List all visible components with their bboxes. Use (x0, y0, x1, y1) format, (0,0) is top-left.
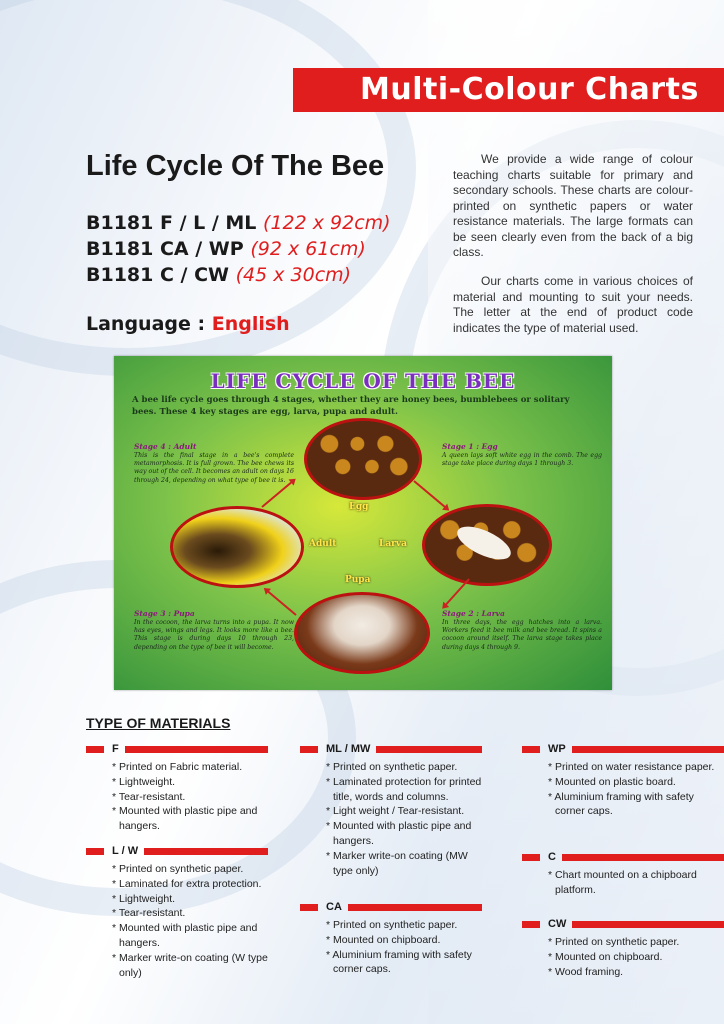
adult-bee-image (170, 506, 304, 588)
material-marker (86, 746, 104, 753)
product-code: B1181 F / L / ML (86, 212, 257, 234)
list-item: * Printed on water resistance paper. (548, 761, 715, 773)
list-item: * Mounted on chipboard. (548, 950, 663, 963)
list-item: * Printed on synthetic paper. (112, 863, 244, 875)
product-code-row (86, 236, 391, 262)
list-item: * Lightweight. (112, 892, 176, 905)
list-item: * Mounted on chipboard. (326, 933, 441, 946)
list-item: * Aluminium framing with safety corner caps. (548, 790, 694, 818)
list-item: * Mounted on plastic board. (548, 775, 676, 788)
language-line (86, 313, 290, 335)
material-points (522, 760, 724, 819)
material-name: CA (326, 901, 342, 913)
list-item: * Aluminium framing with safety corner caps. (326, 948, 472, 976)
material-bar (562, 854, 724, 861)
list-item: * Tear-resistant. (112, 790, 186, 803)
list-item: * Laminated for extra protection. (112, 877, 262, 890)
list-item: * Printed on Fabric material. (112, 761, 243, 773)
list-item: * Light weight / Tear-resistant. (326, 805, 465, 818)
material-bar (144, 848, 268, 855)
material-ca (300, 900, 482, 977)
material-title (300, 900, 482, 914)
stage-2-text: In three days, the egg hatches into a larva. Workers feed it bee milk and bee bread. It spins a cocoon around itself. The larva stage takes place during days 4 through 9. (442, 619, 602, 651)
material-points (300, 760, 482, 878)
material-points (86, 760, 268, 834)
material-title (522, 742, 724, 756)
material-l-w (86, 844, 268, 980)
material-f (86, 742, 268, 834)
material-marker (300, 746, 318, 753)
list-item: * Marker write-on coating (W type only) (112, 951, 268, 979)
pupa-comb-image (294, 592, 430, 674)
list-item: * Printed on synthetic paper. (326, 761, 458, 773)
intro-paragraph: Our charts come in various choices of material and mounting to suit your needs. The letter at the end of product code indicates the type of material used. (453, 274, 693, 335)
arrow-icon (265, 589, 297, 616)
material-title (522, 850, 724, 864)
material-bar (572, 746, 724, 753)
language-label: Language : (86, 313, 206, 335)
material-title (86, 742, 268, 756)
stage-3-heading: Stage 3 : Pupa (134, 609, 195, 618)
material-marker (300, 904, 318, 911)
pupa-label: Pupa (345, 575, 371, 585)
material-c (522, 850, 724, 898)
arrow-icon (443, 578, 470, 608)
language-value: English (211, 313, 290, 335)
material-name: L / W (112, 845, 139, 857)
stage-4-heading: Stage 4 : Adult (134, 442, 197, 451)
list-item: * Mounted with plastic pipe and hangers. (112, 922, 258, 949)
material-bar (125, 746, 268, 753)
list-item: * Laminated protection for printed title, words and columns. (326, 775, 482, 803)
material-bar (348, 904, 482, 911)
larva-image (453, 520, 516, 566)
stage-4-text: This is the final stage in a bee's complete metamorphosis. It is full grown. The bee chews its way out of the cell. It becomes an adult on days 16 through 24, depending on what type of bee it is. (134, 452, 294, 484)
list-item: * Wood framing. (548, 965, 624, 978)
material-title (522, 917, 724, 931)
material-points (522, 868, 724, 898)
material-marker (522, 854, 540, 861)
material-marker (86, 848, 104, 855)
poster-intro: A bee life cycle goes through 4 stages, whether they are honey bees, bumblebees or solitary bees. These 4 key stages are egg, larva, pupa and adult. (132, 395, 570, 417)
material-marker (522, 746, 540, 753)
product-code-row (86, 210, 391, 236)
product-size: (92 x 61cm) (250, 238, 366, 260)
materials-heading: TYPE OF MATERIALS (86, 715, 231, 731)
material-name: C (548, 851, 556, 863)
chart-poster-image (114, 356, 612, 690)
list-item: * Chart mounted on a chipboard platform. (548, 869, 697, 896)
list-item: * Tear-resistant. (112, 907, 186, 920)
larva-label: Larva (379, 539, 407, 549)
list-item: * Printed on synthetic paper. (326, 919, 458, 931)
material-wp (522, 742, 724, 819)
adult-label: Adult (309, 539, 337, 549)
product-code: B1181 CA / WP (86, 238, 244, 260)
material-points (522, 935, 724, 979)
product-title: Life Cycle Of The Bee (86, 150, 385, 182)
product-codes (86, 210, 391, 288)
larva-comb-image (422, 504, 552, 586)
list-item: * Printed on synthetic paper. (548, 936, 680, 948)
list-item: * Mounted with plastic pipe and hangers. (326, 820, 472, 847)
material-bar (376, 746, 482, 753)
material-cw (522, 917, 724, 979)
intro-paragraph: We provide a wide range of colour teaching charts suitable for primary and secondary schools. These charts are colour-printed on synthetic papers or water resistance materials. The large formats can be seen clearly even from the back of a big class. (453, 152, 693, 259)
material-marker (522, 921, 540, 928)
poster-title: LIFE CYCLE OF THE BEE (210, 369, 516, 393)
list-item: * Mounted with plastic pipe and hangers. (112, 805, 258, 833)
material-name: ML / MW (326, 743, 371, 755)
material-bar (572, 921, 724, 928)
product-code: B1181 C / CW (86, 264, 229, 286)
stage-1-text: A queen lays soft white egg in the comb. The egg stage take place during days 1 through 3. (442, 452, 602, 468)
banner-title: Multi-Colour Charts (360, 72, 699, 107)
material-name: F (112, 743, 119, 755)
material-ml-mw (300, 742, 482, 878)
stage-3-text: In the cocoon, the larva turns into a pupa. It now has eyes, wings and legs. It looks more like a bee. This stage is during days 10 through 23, depending on the type of bee it will become. (134, 619, 294, 651)
material-name: WP (548, 743, 566, 755)
list-item: * Lightweight. (112, 775, 176, 788)
egg-comb-image (304, 418, 422, 500)
arrow-icon (413, 480, 448, 510)
material-points (300, 918, 482, 977)
product-size: (122 x 92cm) (263, 212, 391, 234)
product-size: (45 x 30cm) (235, 264, 352, 286)
egg-label: Egg (349, 502, 369, 512)
product-code-row (86, 262, 391, 288)
stage-2-heading: Stage 2 : Larva (442, 609, 505, 618)
stage-1-heading: Stage 1 : Egg (442, 442, 498, 451)
material-title (86, 844, 268, 858)
material-name: CW (548, 918, 567, 930)
material-points (86, 862, 268, 980)
list-item: * Marker write-on coating (MW type only) (326, 849, 468, 877)
material-title (300, 742, 482, 756)
